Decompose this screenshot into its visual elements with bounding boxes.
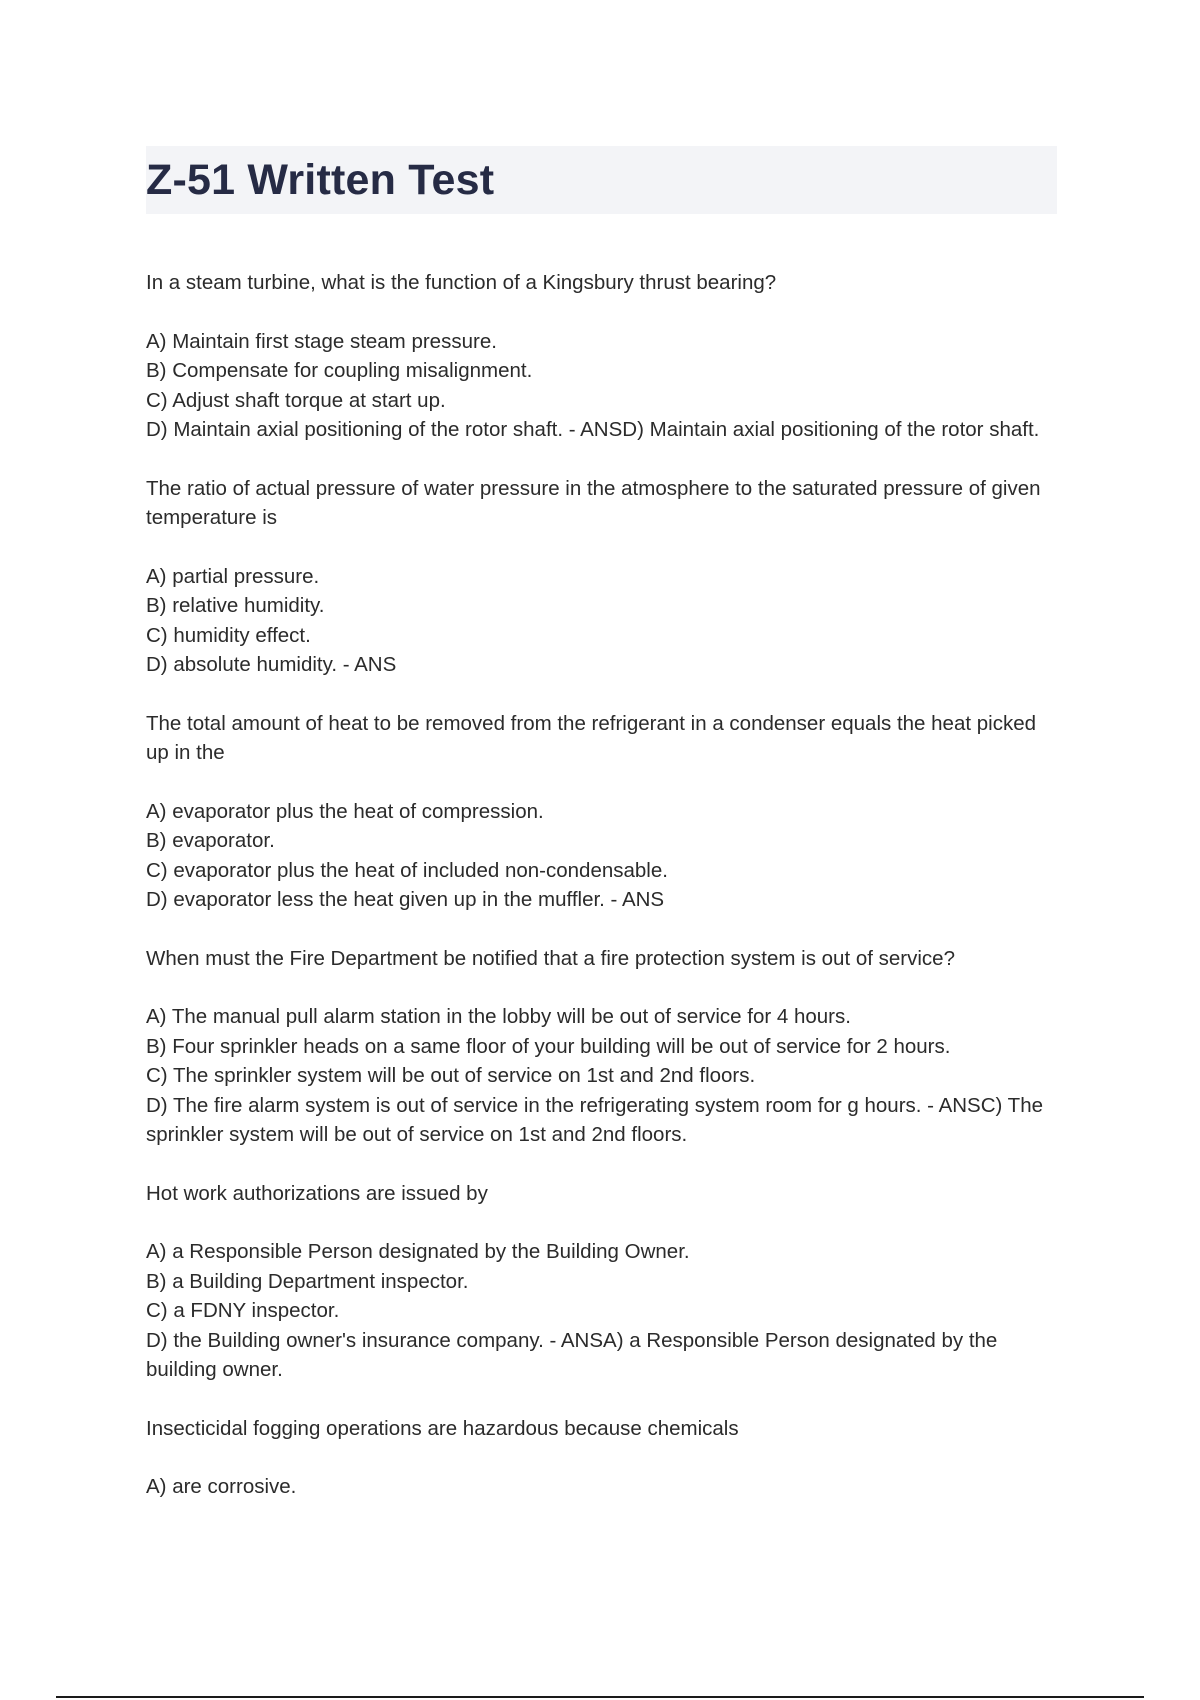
document-page [146, 146, 1057, 1531]
option-item: A) The manual pull alarm station in the lobby will be out of service for 4 hours. [146, 1005, 851, 1028]
question-list [146, 268, 1057, 1502]
option-item: D) the Building owner's insurance company. - ANSA) a Responsible Person designated by the building owner. [146, 1328, 998, 1381]
question-block [146, 474, 1057, 680]
question-text: The total amount of heat to be removed from the refrigerant in a condenser equals the heat picked up in the [146, 711, 1037, 764]
option-item: B) Compensate for coupling misalignment. [146, 359, 533, 382]
option-list [146, 327, 1057, 445]
option-item: C) a FDNY inspector. [146, 1299, 340, 1322]
question-block [146, 1179, 1057, 1385]
question-block [146, 1414, 1057, 1502]
title-bar [146, 146, 1057, 214]
question-text: Hot work authorizations are issued by [146, 1181, 488, 1205]
question-text: Insecticidal fogging operations are hazardous because chemicals [146, 1416, 739, 1440]
option-item: A) a Responsible Person designated by the Building Owner. [146, 1240, 690, 1263]
question-text: In a steam turbine, what is the function of a Kingsbury thrust bearing? [146, 271, 777, 294]
option-list [146, 1002, 1057, 1150]
option-list [146, 1472, 1057, 1502]
option-item: A) evaporator plus the heat of compression. [146, 799, 544, 823]
question-text: When must the Fire Department be notified that a fire protection system is out of service? [146, 946, 955, 970]
option-item: D) absolute humidity. - ANS [146, 653, 397, 676]
question-text: The ratio of actual pressure of water pressure in the atmosphere to the saturated pressure of given temperature is [146, 476, 1041, 529]
option-item: D) Maintain axial positioning of the rotor shaft. - ANSD) Maintain axial positioning of the rotor shaft. [146, 418, 1040, 441]
question-block [146, 944, 1057, 1150]
option-list [146, 1237, 1057, 1385]
option-item: C) evaporator plus the heat of included non-condensable. [146, 858, 668, 882]
option-item: C) humidity effect. [146, 623, 311, 647]
option-list [146, 562, 1057, 680]
option-item: B) evaporator. [146, 829, 275, 852]
footer-divider [56, 1696, 1144, 1698]
option-item: B) relative humidity. [146, 594, 325, 617]
question-block [146, 709, 1057, 915]
option-list [146, 797, 1057, 915]
page-title: Z-51 Written Test [146, 155, 495, 204]
option-item: A) are corrosive. [146, 1475, 297, 1498]
option-item: B) Four sprinkler heads on a same floor of your building will be out of service for 2 hours. [146, 1034, 951, 1058]
option-item: C) The sprinkler system will be out of service on 1st and 2nd floors. [146, 1064, 756, 1087]
option-item: A) Maintain first stage steam pressure. [146, 329, 497, 353]
option-item: C) Adjust shaft torque at start up. [146, 388, 446, 412]
question-block [146, 268, 1057, 445]
option-item: D) The fire alarm system is out of service in the refrigerating system room for g hours. - ANSC) The sprinkler system will be out of service on 1st and 2nd floors. [146, 1093, 1043, 1146]
option-item: A) partial pressure. [146, 564, 320, 588]
option-item: D) evaporator less the heat given up in the muffler. - ANS [146, 888, 665, 911]
option-item: B) a Building Department inspector. [146, 1269, 469, 1293]
